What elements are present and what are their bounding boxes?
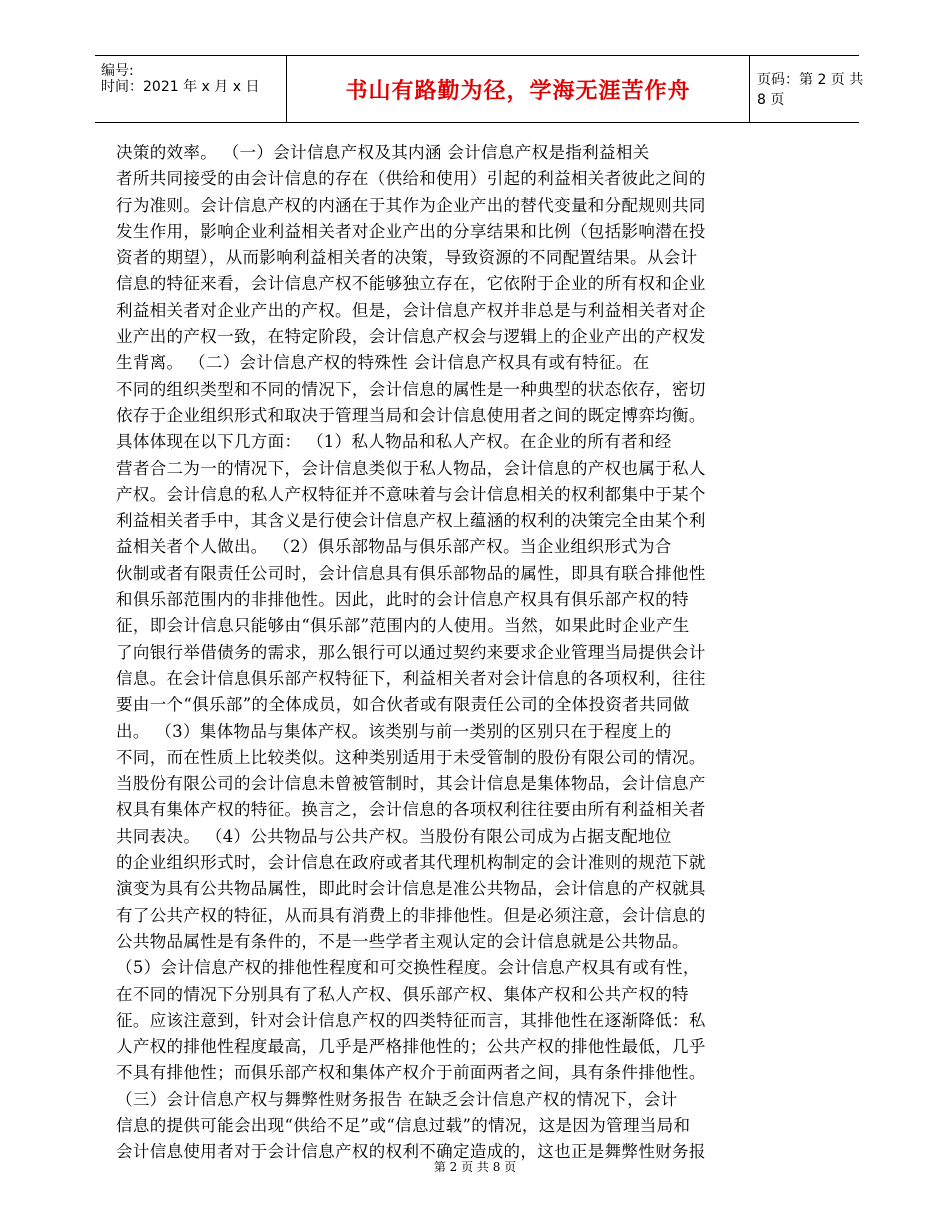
page-footer: 第 2 页 共 8 页 xyxy=(433,1160,517,1174)
body-line: 公共物品属性是有条件的，不是一些学者主观认定的会计信息就是公共物品。 xyxy=(116,931,689,951)
body-line: 在不同的情况下分别具有了私人产权、俱乐部产权、集体产权和公共产权的特 xyxy=(116,984,689,1004)
body-line: 当股份有限公司的会计信息未曾被管制时，其会计信息是集体物品，会计信息产 xyxy=(116,774,706,794)
body-line: 依存于企业组织形式和取决于管理当局和会计信息使用者之间的既定博弈均衡。 xyxy=(116,405,706,425)
body-line: （5）会计信息产权的排他性程度和可交换性程度。会计信息产权具有或有性， xyxy=(116,958,700,978)
body-line: 和俱乐部范围内的非排他性。因此，此时的会计信息产权具有俱乐部产权的特 xyxy=(116,590,689,610)
body-line: 信息。在会计信息俱乐部产权特征下，利益相关者对会计信息的各项权利，往往 xyxy=(116,668,706,688)
body-line: 权具有集体产权的特征。换言之，会计信息的各项权利往往要由所有利益相关者 xyxy=(116,800,706,820)
body-line: 利益相关者对企业产出的产权。但是，会计信息产权并非总是与利益相关者对企 xyxy=(116,300,706,320)
body-line: 益相关者个人做出。 （2）俱乐部物品与俱乐部产权。当企业组织形式为合 xyxy=(116,537,672,557)
body-line: 信息的提供可能会出现“供给不足”或“信息过载”的情况，这是因为管理当局和 xyxy=(116,1115,691,1135)
body-line: 出。 （3）集体物品与集体产权。该类别与前一类别的区别只在于程度上的 xyxy=(116,721,672,741)
header-motto: 书山有路勤为径，学海无涯苦作舟 xyxy=(286,56,750,122)
body-line: 征。应该注意到，针对会计信息产权的四类特征而言，其排他性在逐渐降低：私 xyxy=(116,1010,706,1030)
body-line: 伙制或者有限责任公司时，会计信息具有俱乐部物品的属性，即具有联合排他性 xyxy=(116,563,706,583)
body-line: 不同，而在性质上比较类似。这种类别适用于未受管制的股份有限公司的情况。 xyxy=(116,747,706,767)
body-line: 不具有排他性；而俱乐部产权和集体产权介于前面两者之间，具有条件排他性。 xyxy=(116,1063,706,1083)
body-line: 具体体现在以下几方面： （1）私人物品和私人产权。在企业的所有者和经 xyxy=(116,432,672,452)
body-line: 了向银行举借债务的需求，那么银行可以通过契约来要求企业管理当局提供会计 xyxy=(116,642,706,662)
body-line: 产权。会计信息的私人产权特征并不意味着与会计信息相关的权利都集中于某个 xyxy=(116,484,706,504)
body-line: 的企业组织形式时，会计信息在政府或者其代理机构制定的会计准则的规范下就 xyxy=(116,853,706,873)
number-label: 编号: xyxy=(101,63,134,79)
body-line: （三）会计信息产权与舞弊性财务报告 在缺乏会计信息产权的情况下，会计 xyxy=(116,1089,678,1109)
header-page-info: 页码：第 2 页 共 8 页 xyxy=(757,72,864,108)
body-line: 会计信息使用者对于会计信息产权的权利不确定造成的，这也正是舞弊性财务报 xyxy=(116,1142,706,1162)
time-label: 时间：2021 年 x 月 x 日 xyxy=(101,79,260,95)
page-header xyxy=(95,55,864,123)
body-line: 生背离。 （二）会计信息产权的特殊性 会计信息产权具有或有特征。在 xyxy=(116,353,650,373)
body-line: 业产出的产权一致，在特定阶段，会计信息产权会与逻辑上的企业产出的产权发 xyxy=(116,327,706,347)
body-line: 信息的特征来看，会计信息产权不能够独立存在，它依附于企业的所有权和企业 xyxy=(116,274,706,294)
body-line: 征，即会计信息只能够由“俱乐部”范围内的人使用。当然，如果此时企业产生 xyxy=(116,616,690,636)
body-line: 利益相关者手中，其含义是行使会计信息产权上蕴涵的权利的决策完全由某个利 xyxy=(116,511,706,531)
body-line: 营者合二为一的情况下，会计信息类似于私人物品，会计信息的产权也属于私人 xyxy=(116,458,706,478)
body-line: 要由一个“俱乐部”的全体成员，如合伙者或有限责任公司的全体投资者共同做 xyxy=(116,695,690,715)
body-line: 资者的期望），从而影响利益相关者的决策，导致资源的不同配置结果。从会计 xyxy=(116,248,698,268)
body-line: 不同的组织类型和不同的情况下，会计信息的属性是一种典型的状态依存，密切 xyxy=(116,379,706,399)
body-line: 有了公共产权的特征，从而具有消费上的非排他性。但是必须注意，会计信息的 xyxy=(116,905,706,925)
body-line: 共同表决。 （4）公共物品与公共产权。当股份有限公司成为占据支配地位 xyxy=(116,826,672,846)
body-text xyxy=(116,140,766,1166)
body-line: 人产权的排他性程度最高，几乎是严格排他性的；公共产权的排他性最低，几乎 xyxy=(116,1037,706,1057)
body-line: 行为准则。会计信息产权的内涵在于其作为企业产出的替代变量和分配规则共同 xyxy=(116,195,706,215)
body-line: 发生作用，影响企业利益相关者对企业产出的分享结果和比例（包括影响潜在投 xyxy=(116,221,706,241)
body-line: 决策的效率。 （一）会计信息产权及其内涵 会计信息产权是指利益相关 xyxy=(116,143,650,162)
body-line: 者所共同接受的由会计信息的存在（供给和使用）引起的利益相关者彼此之间的 xyxy=(116,169,706,189)
header-meta xyxy=(95,56,285,122)
body-line: 演变为具有公共物品属性，即此时会计信息是准公共物品，会计信息的产权就具 xyxy=(116,879,706,899)
